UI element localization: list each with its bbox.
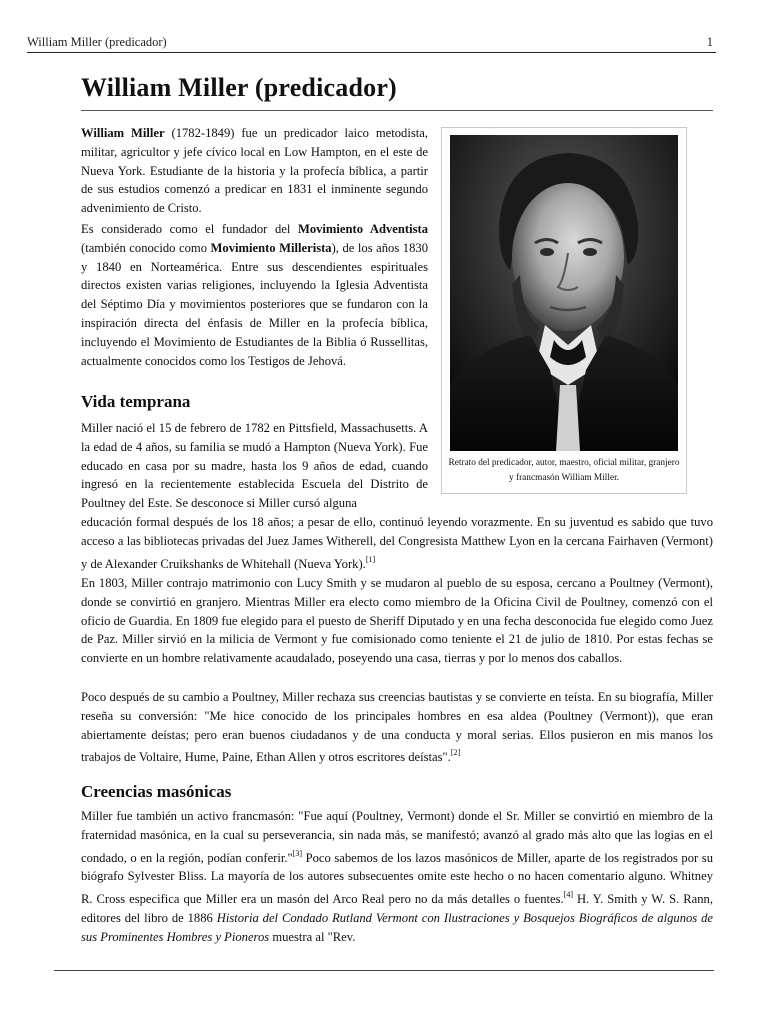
section1-text-b: educación formal después de los 18 años; a pesar de ello, continuó leyendo vorazmente. En su juventud es sabido que tuvo acceso a las bibliotecas privadas del Juez James Witherell, del Congresista Matthew Lyon en la cercana Fairhaven (Vermont) y de Alexander Cruikshanks de Whitehall (Nueva York). [81,515,713,571]
section-heading-vida-temprana: Vida temprana [81,392,191,411]
title-rule [81,110,713,111]
section2-text-b: Poco sabemos de los lazos masónicos de Miller, aparte de los registrados por su biógrafo Sylvester Bliss. La mayoría de los autores subsecuentes omite este hecho o no hacen comentario alguno. Whitney R. Cross especifica que Miller era un masón del Arco Real pero no da más detalles o fuentes. [81,850,713,907]
movement-name-2: Movimiento Millerista [210,240,332,255]
reference-link-4[interactable]: [4] [563,890,573,900]
reference-link-2[interactable]: [2] [450,748,461,758]
intro-paragraph-2 [81,220,428,370]
intro2-text-c: ), de los años 1830 y 1840 en Norteamérica. Entre sus descendientes espirituales directos existen varias religiones, incluyendo la Iglesia Adventista del Séptimo Día y movimientos posteriores que se fundaron con la inspiración directa del énfasis de Miller en la profecía bíblica, incluyendo el Movimiento de Estudiantes de la Biblia ó Russellitas, actualmente conocidos como los Testigos de Jehová. [81,240,428,368]
section-heading-creencias-masonicas: Creencias masónicas [81,782,232,801]
section2-text-c: H. Y. Smith y W. S. Rann, editores del libro de 1886 [81,892,713,925]
section2-text-d: muestra al "Rev. [269,929,356,944]
header-rule [27,52,716,53]
reference-link-1[interactable]: [1] [365,554,376,564]
page-number: 1 [706,35,713,49]
reference-link-3[interactable]: [3] [292,848,302,858]
section1-paragraph-1b [81,513,713,573]
section2-text-a: Miller fue también un activo francmasón: "Fue aquí (Poultney, Vermont) donde el Sr. Miller se convirtió en miembro de la fraternidad masónica, en la cual su perseverancia, sin nada más, se manifestó; avanzó al grado más alto que las logias en el condado, o en la región, podían conferir." [81,809,713,865]
intro2-text-b: (también conocido como [81,240,211,255]
section2-paragraph-1 [81,807,713,947]
section1-paragraph-1a: Miller nació el 15 de febrero de 1782 en Pittsfield, Massachusetts. A la edad de 4 años, su familia se mudó a Hampton (Nueva York). Fue educado en casa por su madre, hasta los 9 años de edad, cuando ingresó en la recientemente establecida Escuela del Distrito de Poultney del Este. Se desconoce si Miller cursó alguna [81,421,428,511]
page-title: William Miller (predicador) [81,73,397,102]
movement-name-1: Movimiento Adventista [297,222,428,236]
running-title: William Miller (predicador) [27,35,167,49]
section1-paragraph-3 [81,688,713,767]
section1-text-3: Poco después de su cambio a Poultney, Miller rechaza sus creencias bautistas y se convierte en teísta. En su biografía, Miller reseña su conversión: "Me hice conocido de los principales hombres en esa aldea (Poultney (Vermont)), que eran abiertamente deístas; pero eran buenos ciudadanos y de una conducta y moral serias. Ellos pusieron en mis manos los trabajos de Voltaire, Hume, Paine, Ethan Allen y otros escritores deístas". [81,690,713,765]
section1-paragraph-2: En 1803, Miller contrajo matrimonio con Lucy Smith y se mudaron al pueblo de su esposa, cercano a Poultney (Vermont), donde se convirtió en granjero. Mientras Miller era electo como miembro de la Oficina Civil de Poultney, comenzó con el oficio de Guardia. En 1809 fue elegido para el puesto de Sheriff Diputado y en una fecha desconocida fue elegido como Juez de Paz. Miller sirvió en la milicia de Vermont y fue comisionado como teniente el 21 de julio de 1810. Por estas fechas se convierte en un hombre relativamente acaudalado, poseyendo una casa, tierras y por lo menos dos caballos. [81,576,713,666]
portrait-illustration [450,135,678,451]
intro2-text-a: Es considerado como el fundador del [81,222,298,236]
footer-rule [54,970,714,971]
intro-paragraph-1 [81,124,428,218]
portrait-figure [441,127,687,494]
subject-name: William Miller [81,126,165,140]
book-title: Historia del Condado Rutland Vermont con Ilustraciones y Bosquejos Biográficos de algunos de sus Prominentes Hombres y Pioneros [81,910,713,944]
portrait-image [450,135,678,451]
intro-text-1: (1782-1849) fue un predicador laico metodista, militar, agricultor y jefe cívico local en Low Hampton, en el este de Nueva York. Estudiante de la historia y la profecía bíblica, a partir de sus estudios comenzó a predicar en 1831 el inminente segundo advenimiento de Cristo. [81,126,428,216]
portrait-caption: Retrato del predicador, autor, maestro, oficial militar, granjero y francmasón William Miller. [448,458,680,483]
